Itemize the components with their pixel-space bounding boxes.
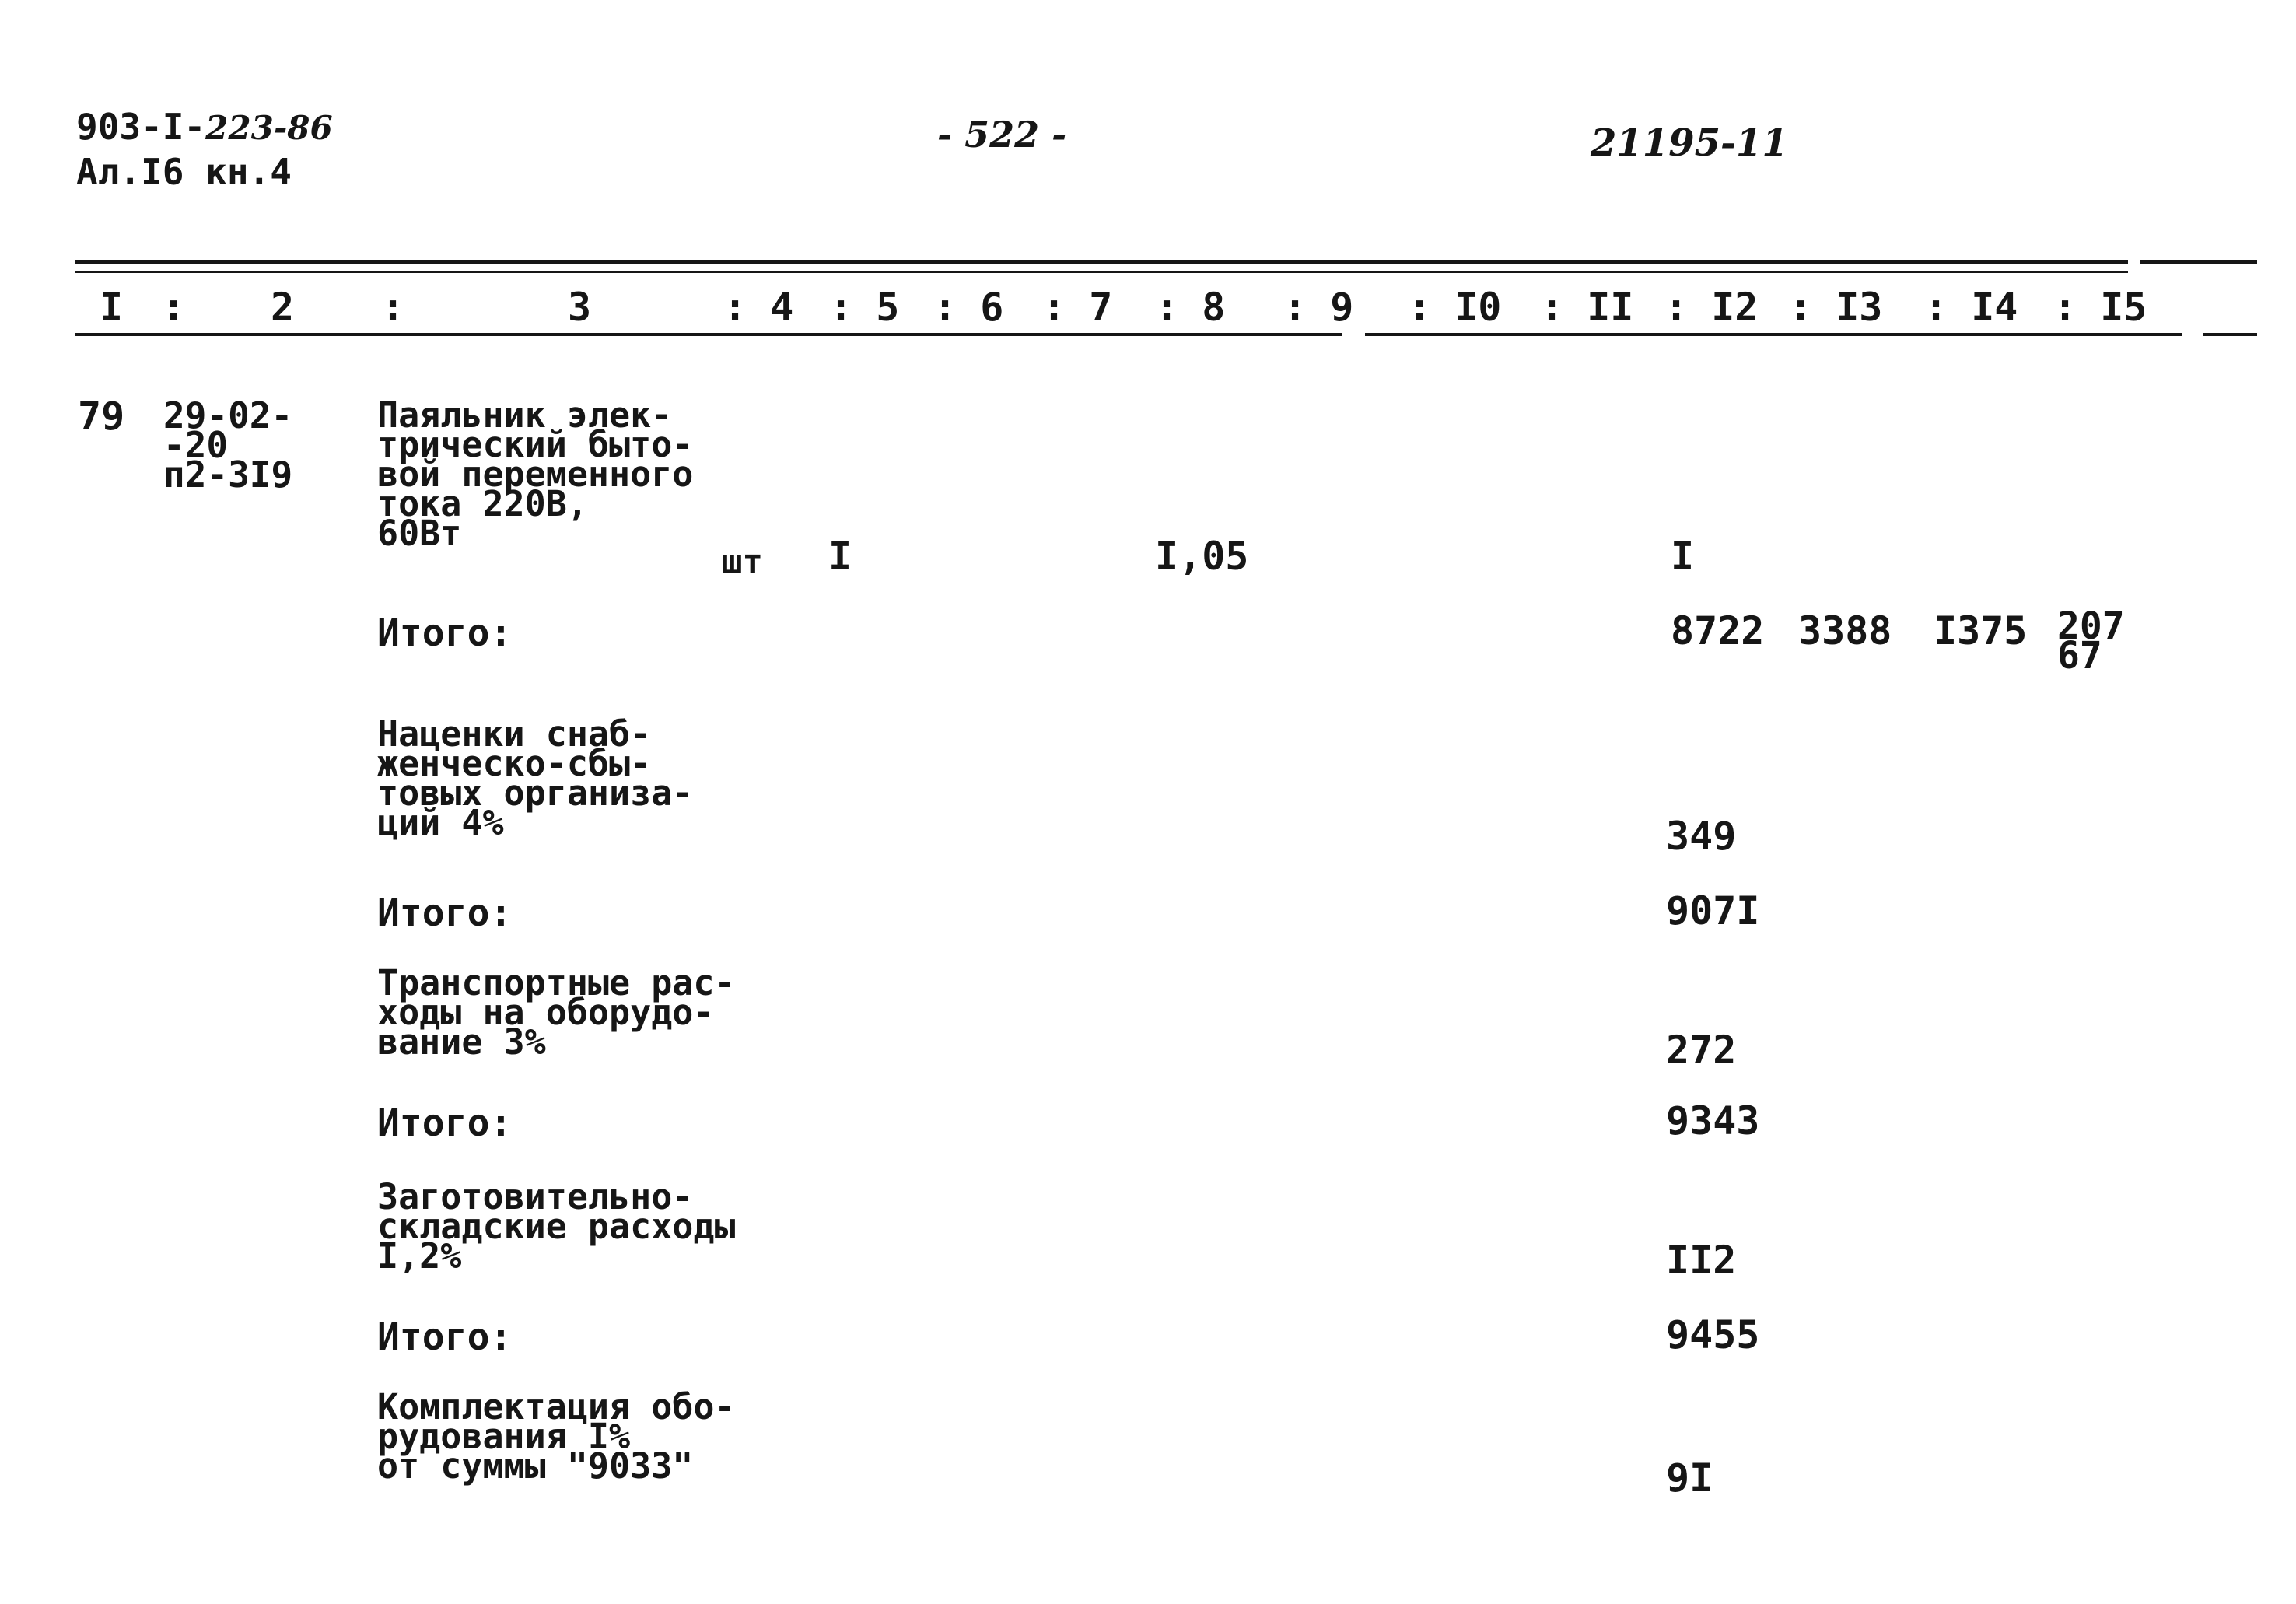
col-header-2: 2 [271,285,295,330]
total-label: Итого: [377,1315,513,1359]
storage-col12: II2 [1666,1238,1737,1283]
total-col15: 207 67 [2057,604,2125,678]
total-label: Итого: [377,1101,513,1145]
col-header-4: : 4 [723,285,794,330]
archive-number: 21195-11 [1591,121,1788,165]
album-label: Ал.I6 кн.4 [76,151,292,193]
markup-label: Наценки снаб- женческо-сбы- товых организа- ций 4% [377,713,694,843]
col-header-10: : I0 [1408,285,1502,330]
col-header-13: : I3 [1789,285,1883,330]
document-code-handwritten: 223-86 [205,109,333,147]
markup-col12: 349 [1666,814,1737,859]
col-header-15: : I5 [2053,285,2147,330]
col-header-3: 3 [568,285,592,330]
col-header-8: : 8 [1155,285,1226,330]
col-header-5: : 5 [829,285,900,330]
item-coefficient: I,05 [1155,534,1249,579]
col-header-9: : 9 [1283,285,1354,330]
item-number: 79 [78,394,125,439]
total-label: Итого: [377,611,513,655]
total-col13: 3388 [1798,608,1892,653]
completion-col12: 9I [1666,1455,1713,1501]
col-separator: : [162,285,186,330]
total-col12: 9343 [1666,1098,1760,1143]
header-underline [75,333,1342,336]
item-quantity: I [828,534,852,579]
item-unit: шт [722,542,763,582]
top-rule [75,260,2128,264]
item-name: Паяльник элек- трический быто- вой переменного тока 220В, 60Вт [377,394,694,554]
total-col12: 8722 [1671,608,1765,653]
document-code [76,106,333,148]
col-header-7: : 7 [1042,285,1113,330]
top-rule-thin [75,271,2128,273]
header-underline [1365,333,2182,336]
transport-label: Транспортные рас- ходы на оборудо- вание 3% [377,962,736,1063]
document-code-printed: 903-I- [76,106,206,148]
item-code: 29-02- -20 п2-3I9 [163,394,293,496]
col-separator: : [381,285,405,330]
col-header-11: : II [1540,285,1634,330]
total-col12: 9455 [1666,1312,1760,1357]
col-header-1: I [100,285,124,330]
total-col14: I375 [1934,608,2028,653]
completion-label: Комплектация обо- рудования I% от суммы "9033" [377,1386,736,1487]
total-label: Итого: [377,891,513,935]
header-underline [2203,333,2257,336]
col-header-12: : I2 [1664,285,1759,330]
col-header-14: : I4 [1924,285,2018,330]
transport-col12: 272 [1666,1028,1737,1073]
storage-label: Заготовительно- складские расходы I,2% [377,1176,736,1277]
total-col12: 907I [1666,888,1760,933]
page-number: - 522 - [937,114,1067,156]
col-header-6: : 6 [933,285,1004,330]
item-col12: I [1671,534,1695,579]
top-rule-right [2140,260,2257,264]
